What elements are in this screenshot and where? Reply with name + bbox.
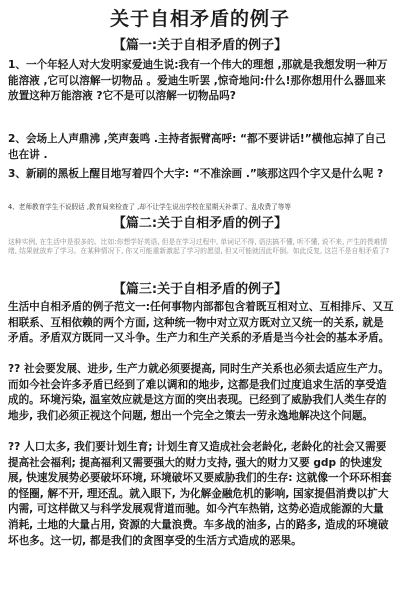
section-1-paragraph-4: 4、老师教育学生不说假话 ,教育局来检查了 ,却不让学生说出学校在星期天补课了、乱收费了等等 [8,203,291,211]
section-3-paragraph-1: 生活中自相矛盾的例子范文一:任何事物内部都包含着既互相对立、互相排斥、又互相联系、互相依赖的两个方面, 这种统一物中对立双方既对立又统一的关系, 就是矛盾。矛盾双方既同一又斗争。生产力和生产关系的矛盾是当今社会的基本矛盾。 [8,301,394,345]
section-heading-3: 【篇三:关于自相矛盾的例子】 [112,282,288,297]
section-2-paragraph-1: 这种实例, 在生活中是很多的。比如:你想学好英语, 但是在学习过程中, 单词记不得, 语法搞不懂, 听不懂, 说不来, 产生的畏难情绪, 结果就放弃了学习。在某种情况下, 你又可能重新激起了学习的愿望, 但又可能就因此吓倒。如此反复, 这岂不是自相矛盾了? [8,238,390,256]
section-1-paragraph-1: 1、一个年轻人对大发明家爱迪生说:我有一个伟大的理想 ,那就是我想发明一种万能溶液 ,它可以溶解一切物品 。爱迪生听罢 ,惊奇地问:什么!那你想用什么器皿来放置这种万能溶液 ?它不是可以溶解一切物品吗? [8,59,388,103]
section-3-paragraph-2: ?? 社会要发展、进步, 生产力就必须要提高, 同时生产关系也必须去适应生产力。而如今社会许多矛盾已经到了难以调和的地步, 这都是我们过度追求生活的享受造成的。环境污染, 温室效应就是这方面的突出表现。已经到了威胁我们人类生存的地步, 我们必须正视这个问题, 想出一个完全之策去一劳永逸地解决这个问题。 [8,363,389,422]
section-1-paragraph-3: 3、新刷的黑板上醒目地写着四个大字: “不准涂画 .”咳那这四个字又是什么呢 ? [8,168,384,180]
section-heading-1: 【篇一:关于自相矛盾的例子】 [112,38,288,53]
document-title: 关于自相矛盾的例子 [109,8,290,30]
section-heading-2: 【篇二:关于自相矛盾的例子】 [112,216,288,231]
section-1-paragraph-2: 2、会场上人声鼎沸 ,笑声轰鸣 .主持者振臂高呼: “都不要讲话!”横他忘掉了自己也在讲 . [8,133,386,161]
section-3-paragraph-3: ?? 人口太多, 我们要计划生育; 计划生育又造成社会老龄化, 老龄化的社会又需要提高社会福利; 提高福利又需要强大的财力支持, 强大的财力又要 gdp 的快速发展, 快速发展势必要破坏环境, 环境破坏又要威胁我们的生存: 这就像一个环环相套的怪圈, 解不开, 理还乱。就入眼下, 为化解金融危机的影响, 国家提倡消费以扩大内需, 可这样做又与科学发展观背道而驰。如今汽车热销, 这势必造成能源的大量消耗, 土地的大量占用, 资源的大量浪费。车多战的油多, 占的路多, 造成的环境破坏也多。这一切, 都是我们的贪图享受的生活方式造成的恶果。 [8,441,392,547]
